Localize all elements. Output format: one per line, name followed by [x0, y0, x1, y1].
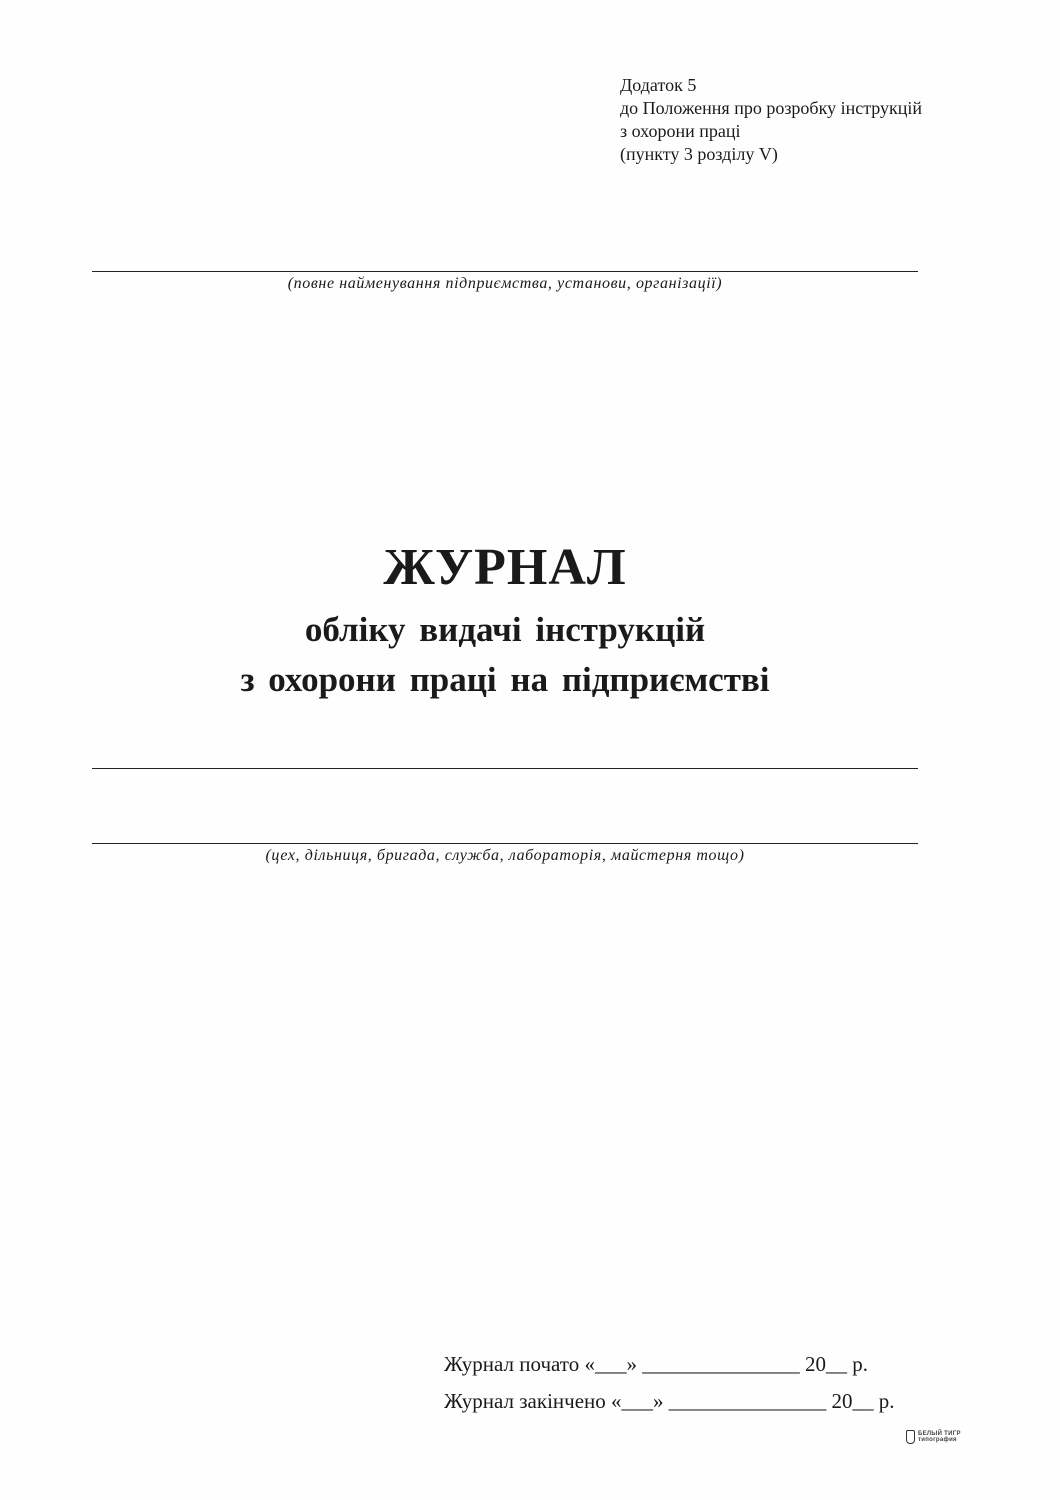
page-title: ЖУРНАЛ [383, 539, 627, 596]
blank-line[interactable] [92, 768, 918, 769]
logo-line-2: типография [918, 1437, 957, 1443]
annex-line-1: Додаток 5 [620, 75, 697, 95]
annex-line-2: до Положення про розробку інструкцій [620, 98, 923, 118]
journal-started: Журнал почато «___» _______________ 20__ р. [444, 1352, 868, 1376]
organization-name-line[interactable] [92, 271, 918, 272]
organization-caption: (повне найменування підприємства, установи, організації) [287, 275, 723, 292]
tiger-head-icon [906, 1430, 915, 1444]
annex-line-4: (пункту 3 розділу V) [620, 144, 778, 164]
annex-note [620, 74, 922, 166]
journal-finished: Журнал закінчено «___» _______________ 20__ р. [444, 1389, 895, 1413]
title-line-3: з охорони праці на підприємстві [240, 660, 770, 699]
annex-line-3: з охорони праці [620, 121, 741, 141]
unit-name-line[interactable] [92, 843, 918, 844]
logo-line-1: БЕЛЫЙ ТИГР [918, 1431, 961, 1437]
publisher-logo [906, 1430, 961, 1444]
title-line-2: обліку видачі інструкцій [304, 610, 706, 649]
unit-caption: (цех, дільниця, бригада, служба, лабораторія, майстерня тощо) [265, 847, 745, 864]
